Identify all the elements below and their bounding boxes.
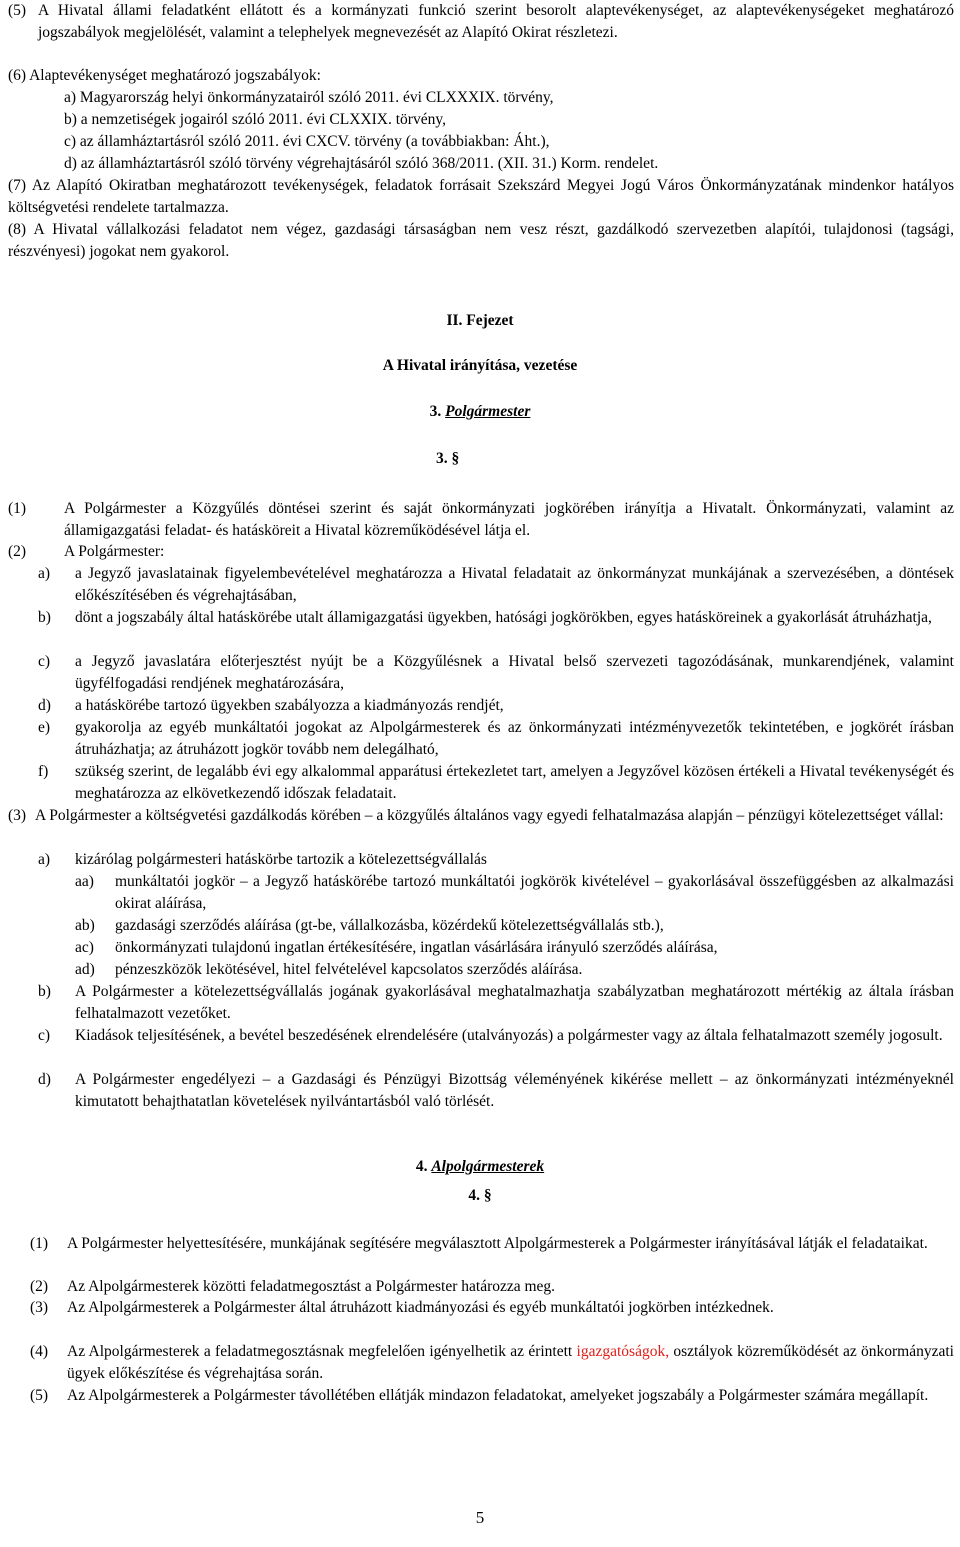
paragraph-8: (8) A Hivatal vállalkozási feladatot nem végez, gazdasági társaságban nem vesz részt, gazdálkodó szervezetben alapítói, tulajdonosi (tagsági, részvényesi) jogokat nem gyakorol. (8, 221, 954, 260)
section-3-point-3-item-b (38, 981, 954, 1025)
section-4-point-4 (30, 1341, 954, 1385)
section-4-point-3 (30, 1297, 954, 1319)
item-label: b) (38, 983, 51, 1000)
point-text-before: Az Alpolgármesterek a feladatmegosztásnak megfelelően igényelhetik az érintett (67, 1343, 577, 1360)
section-3-point-3-sub-ac (75, 937, 954, 959)
section-3-point-3-item-a (38, 849, 954, 871)
section-3-point-2 (8, 541, 954, 563)
subitem-text: pénzeszközök lekötésével, hitel felvételével kapcsolatos szerződés aláírása. (115, 961, 583, 978)
section-3-point-3-item-c (38, 1025, 954, 1047)
point-label: (2) (8, 543, 27, 560)
point-text: A Polgármester: (64, 543, 165, 560)
item-text: A Polgármester engedélyezi – a Gazdasági és Pénzügyi Bizottság véleményének kikérése mellett – az önkormányzati intézményeknél kimutatott behajthatatlan követelések nyilvántartásból való törlését. (75, 1071, 954, 1110)
section-4-point-1 (30, 1233, 954, 1255)
paragraph-7: (7) Az Alapító Okiratban meghatározott tevékenységek, feladatok forrásait Szekszárd Megyei Jogú Város Önkormányzatának mindenkor hatályos költségvetési rendelete tartalmazza. (8, 177, 954, 216)
point-label: (5) (30, 1387, 49, 1404)
section-3-point-2-item-d (38, 695, 954, 717)
section-3-point-2-item-e (38, 717, 954, 761)
section-3-point-3-sub-aa (75, 871, 954, 915)
point-label: (1) (8, 500, 27, 517)
item-text: a hatáskörébe tartozó ügyekben szabályozza a kiadmányozás rendjét, (75, 697, 504, 714)
paragraph-5 (8, 0, 954, 44)
point-label: (3) (8, 807, 27, 824)
point-text: Az Alpolgármesterek a Polgármester távollétében ellátják mindazon feladatokat, amelyeket jogszabály a Polgármester számára megállapít. (67, 1387, 929, 1404)
page-number: 5 (475, 1508, 485, 1527)
section-3-point-3-item-d (38, 1069, 954, 1113)
point-text-after: osztályok közreműködését az önkormányzati ügyek előkészítése és végrehajtása során. (67, 1343, 954, 1382)
chapter-number: II. Fejezet (446, 312, 514, 329)
point-text: Az Alpolgármesterek közötti feladatmegosztást a Polgármester határozza meg. (67, 1278, 556, 1295)
point-label: (4) (30, 1343, 49, 1360)
section-3-point-2-item-f (38, 761, 954, 805)
item-text: kizárólag polgármesteri hatáskörbe tartozik a kötelezettségvállalás (75, 851, 487, 868)
item-label: d) (38, 697, 51, 714)
item-label: e) (38, 719, 51, 736)
subitem-label: ad) (75, 961, 95, 978)
item-text: dönt a jogszabály által hatáskörébe utalt államigazgatási ügyekben, hatósági jogkörökben, egyes hatásköreinek a gyakorlását átruházhatja, (75, 609, 932, 626)
paragraph-6-intro: (6) Alaptevékenységet meghatározó jogszabályok: (8, 67, 321, 84)
subitem-label: ab) (75, 917, 95, 934)
subitem-text: munkáltatói jogkör – a Jegyző hatáskörébe tartozó munkáltatói jogkörök kivételével – gyakorlásával összefüggésben az alkalmazási okirat aláírása, (115, 873, 954, 912)
item-label: a) (38, 851, 51, 868)
section-4-point-2 (30, 1276, 954, 1298)
item-text: A Polgármester a kötelezettségvállalás jogának gyakorlásával meghatalmazhatja szabályzatban meghatározott mértékig az általa írásban felhatalmazott vezetőket. (75, 983, 954, 1022)
item-text: a Jegyző javaslatára előterjesztést nyújt be a Közgyűlésnek a Hivatal belső szervezeti tagozódásának, munkarendjének, valamint ügyfélfogadási rendjének meghatározására, (75, 653, 954, 692)
section-3-point-2-item-a (38, 563, 954, 607)
point-text: A Polgármester a Közgyűlés döntései szerint és saját önkormányzati jogkörében irányítja a Hivatalt. Önkormányzati, valamint az államigazgatási feladat- és hatásköreit a Hivatal közreműködésével látja el. (64, 500, 954, 539)
section-3-point-2-item-b (38, 607, 954, 629)
section-3-point-1 (8, 498, 954, 542)
paragraph-6-item-c: c) az államháztartásról szóló 2011. évi CXCV. törvény (a továbbiakban: Áht.), (64, 133, 550, 150)
paragraph-6-item-a: a) Magyarország helyi önkormányzatairól szóló 2011. évi CLXXXIX. törvény, (64, 89, 554, 106)
paragraph-6-item-b: b) a nemzetiségek jogairól szóló 2011. évi CLXXIX. törvény, (64, 111, 446, 128)
section-4-paragraph-sign: 4. § (468, 1187, 492, 1204)
paragraph-text: A Hivatal állami feladatként ellátott és a kormányzati funkció szerint besorolt alaptevékenységet, az alaptevékenységeket meghatározó jogszabályok megjelölését, valamint a telephelyek megnevezését az Alapító Okirat részletezi. (38, 2, 954, 41)
point-text (67, 1341, 954, 1385)
item-label: f) (38, 763, 49, 780)
item-text: Kiadások teljesítésének, a bevétel beszedésének elrendelésére (utalványozás) a polgármester vagy az általa felhatalmazott személy jogosult. (75, 1027, 943, 1044)
paragraph-label: (5) (8, 2, 27, 19)
highlighted-term: igazgatóságok, (576, 1343, 670, 1360)
item-label: c) (38, 653, 51, 670)
section-3-point-3 (8, 805, 954, 827)
section-3-paragraph-sign: 3. § (436, 450, 460, 467)
point-label: (2) (30, 1278, 49, 1295)
chapter-title: A Hivatal irányítása, vezetése (382, 357, 578, 374)
section-3-point-3-sub-ad (75, 959, 954, 981)
item-label: d) (38, 1071, 51, 1088)
point-text: A Polgármester a költségvetési gazdálkodás körében – a közgyűlés általános vagy egyedi felhatalmazása alapján – pénzügyi kötelezettséget vállal: (35, 807, 944, 824)
item-text: gyakorolja az egyéb munkáltatói jogokat az Alpolgármesterek és az önkormányzati intézményvezetők tekintetében, e jogkörét írásban átruházhatja; az átruházott jogkör tovább nem delegálható, (75, 719, 954, 758)
item-label: a) (38, 565, 51, 582)
section-3-point-2-item-c (38, 651, 954, 695)
section-3-point-3-sub-ab (75, 915, 954, 937)
section-3-heading (0, 403, 960, 421)
section-4-heading (0, 1158, 960, 1176)
point-text: Az Alpolgármesterek a Polgármester által átruházott kiadmányozási és egyéb munkáltatói jogkörben intézkednek. (67, 1299, 774, 1316)
point-label: (3) (30, 1299, 49, 1316)
subitem-label: aa) (75, 873, 94, 890)
section-3-heading-text: Polgármester (445, 403, 531, 420)
item-text: szükség szerint, de legalább évi egy alkalommal apparátusi értekezletet tart, amelyen a Jegyzővel közösen értékeli a Hivatal tevékenységét és meghatározza az elkövetkezendő időszak feladatait. (75, 763, 954, 802)
subitem-label: ac) (75, 939, 94, 956)
section-4-heading-number: 4. (415, 1158, 432, 1175)
item-text: a Jegyző javaslatainak figyelembevételével meghatározza a Hivatal feladatait az önkormányzat munkájának a szervezésében, a döntések előkészítésében és végrehajtásában, (75, 565, 954, 604)
point-label: (1) (30, 1235, 49, 1252)
item-label: c) (38, 1027, 51, 1044)
paragraph-6-item-d: d) az államháztartásról szóló törvény végrehajtásáról szóló 368/2011. (XII. 31.) Korm. rendelet. (64, 155, 659, 172)
section-4-point-5 (30, 1385, 954, 1407)
point-text: A Polgármester helyettesítésére, munkájának segítésére megválasztott Alpolgármesterek a Polgármester irányításával látják el feladataikat. (67, 1235, 928, 1252)
section-4-heading-text: Alpolgármesterek (431, 1158, 545, 1175)
section-3-heading-number: 3. (429, 403, 446, 420)
subitem-text: önkormányzati tulajdonú ingatlan értékesítésére, ingatlan vásárlására irányuló szerződés aláírása, (115, 939, 718, 956)
subitem-text: gazdasági szerződés aláírása (gt-be, vállalkozásba, közérdekű kötelezettségvállalás stb.), (115, 917, 664, 934)
item-label: b) (38, 609, 51, 626)
